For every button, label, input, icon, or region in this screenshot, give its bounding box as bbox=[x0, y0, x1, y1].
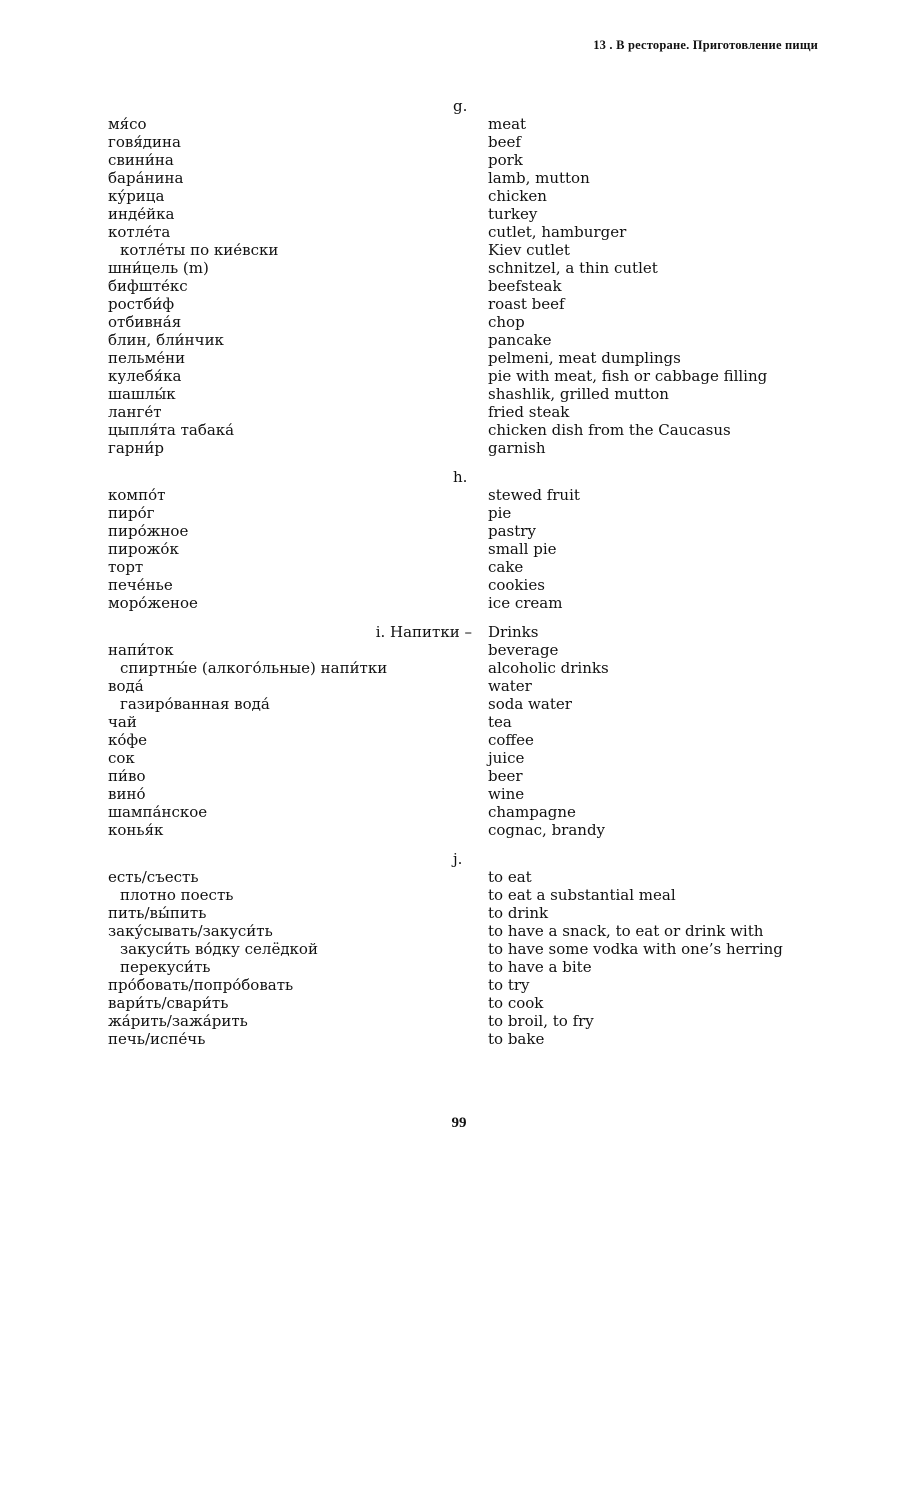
english-translation: schnitzel, a thin cutlet bbox=[488, 259, 658, 277]
russian-term: ко́фе bbox=[108, 731, 148, 749]
russian-term: компо́т bbox=[108, 486, 166, 504]
running-header: 13 . В ресторане. Приготовление пищи bbox=[593, 38, 818, 52]
vocab-entry bbox=[108, 277, 828, 295]
russian-term: шампа́нское bbox=[108, 803, 208, 821]
russian-term: печь/испе́чь bbox=[108, 1030, 206, 1048]
section-mark: g. bbox=[453, 97, 468, 115]
vocab-entry bbox=[108, 115, 828, 133]
russian-term: пече́нье bbox=[108, 576, 173, 594]
english-translation: pastry bbox=[488, 522, 536, 540]
english-translation: roast beef bbox=[488, 295, 565, 313]
section-mark: i. Напитки – bbox=[375, 623, 472, 641]
vocab-entry bbox=[108, 767, 828, 785]
english-translation: small pie bbox=[488, 540, 557, 558]
russian-term: бифште́кс bbox=[108, 277, 188, 295]
vocab-entry bbox=[108, 785, 828, 803]
english-translation: Kiev cutlet bbox=[488, 241, 570, 259]
russian-term: сок bbox=[108, 749, 135, 767]
english-translation: water bbox=[488, 677, 532, 695]
russian-term: есть/съесть bbox=[108, 868, 199, 886]
vocab-entry bbox=[108, 223, 828, 241]
russian-term: котле́та bbox=[108, 223, 171, 241]
vocab-entry bbox=[108, 385, 828, 403]
russian-term: отбивна́я bbox=[108, 313, 182, 331]
russian-term: газиро́ванная вода́ bbox=[120, 695, 270, 713]
vocab-entry bbox=[108, 403, 828, 421]
vocab-entry bbox=[108, 349, 828, 367]
russian-term: инде́йка bbox=[108, 205, 175, 223]
english-translation: to have some vodka with one’s herring bbox=[488, 940, 783, 958]
vocab-entry bbox=[108, 803, 828, 821]
vocab-entry bbox=[108, 367, 828, 385]
english-translation: tea bbox=[488, 713, 512, 731]
english-translation: pork bbox=[488, 151, 523, 169]
english-translation: chicken bbox=[488, 187, 547, 205]
russian-term: заку́сывать/закуси́ть bbox=[108, 922, 273, 940]
russian-term: пельме́ни bbox=[108, 349, 186, 367]
russian-term: мя́со bbox=[108, 115, 147, 133]
section-heading bbox=[108, 623, 828, 641]
vocab-entry bbox=[108, 695, 828, 713]
russian-term: гарни́р bbox=[108, 439, 165, 457]
english-translation: turkey bbox=[488, 205, 538, 223]
english-translation: lamb, mutton bbox=[488, 169, 590, 187]
english-translation: alcoholic drinks bbox=[488, 659, 609, 677]
russian-term: напи́ток bbox=[108, 641, 174, 659]
russian-term: цыпля́та табака́ bbox=[108, 421, 235, 439]
english-translation: to bake bbox=[488, 1030, 545, 1048]
vocab-entry bbox=[108, 677, 828, 695]
english-translation: meat bbox=[488, 115, 527, 133]
russian-term: чай bbox=[108, 713, 137, 731]
russian-term: про́бовать/попро́бовать bbox=[108, 976, 294, 994]
vocab-entry bbox=[108, 486, 828, 504]
russian-term: вари́ть/свари́ть bbox=[108, 994, 229, 1012]
english-translation: cognac, brandy bbox=[488, 821, 606, 839]
vocab-entry bbox=[108, 331, 828, 349]
english-translation: pelmeni, meat dumplings bbox=[488, 349, 681, 367]
vocab-entry bbox=[108, 886, 828, 904]
vocab-entry bbox=[108, 1030, 828, 1048]
english-translation: to have a bite bbox=[488, 958, 592, 976]
section-gap bbox=[108, 457, 828, 468]
vocab-entry bbox=[108, 713, 828, 731]
vocab-entry bbox=[108, 731, 828, 749]
vocab-entry bbox=[108, 940, 828, 958]
english-translation: coffee bbox=[488, 731, 534, 749]
russian-term: бара́нина bbox=[108, 169, 184, 187]
english-translation: chop bbox=[488, 313, 525, 331]
english-translation: to try bbox=[488, 976, 530, 994]
english-translation: to broil, to fry bbox=[488, 1012, 594, 1030]
vocab-entry bbox=[108, 576, 828, 594]
russian-term: шни́цель (m) bbox=[108, 259, 209, 277]
vocab-entry bbox=[108, 594, 828, 612]
section-mark: h. bbox=[453, 468, 468, 486]
english-translation: pie bbox=[488, 504, 512, 522]
vocab-entry bbox=[108, 749, 828, 767]
english-translation: beverage bbox=[488, 641, 559, 659]
english-translation: champagne bbox=[488, 803, 576, 821]
russian-term: вода́ bbox=[108, 677, 144, 695]
page-number: 99 bbox=[451, 1115, 467, 1131]
russian-term: спиртны́е (алкого́льные) напи́тки bbox=[120, 659, 388, 677]
vocab-entry bbox=[108, 439, 828, 457]
vocab-entry bbox=[108, 295, 828, 313]
russian-term: плотно поесть bbox=[120, 886, 234, 904]
vocab-entry bbox=[108, 904, 828, 922]
russian-term: шашлы́к bbox=[108, 385, 176, 403]
english-translation: garnish bbox=[488, 439, 546, 457]
russian-term: пиро́жное bbox=[108, 522, 189, 540]
russian-term: пить/вы́пить bbox=[108, 904, 207, 922]
russian-term: ланге́т bbox=[108, 403, 162, 421]
vocabulary-list bbox=[108, 97, 828, 1048]
vocab-entry bbox=[108, 994, 828, 1012]
russian-term: пирожо́к bbox=[108, 540, 179, 558]
vocab-entry bbox=[108, 659, 828, 677]
english-translation: beef bbox=[488, 133, 521, 151]
vocab-entry bbox=[108, 169, 828, 187]
russian-term: свини́на bbox=[108, 151, 174, 169]
vocab-entry bbox=[108, 821, 828, 839]
english-translation: wine bbox=[488, 785, 525, 803]
english-translation: ice cream bbox=[488, 594, 563, 612]
vocab-entry bbox=[108, 976, 828, 994]
section-gap bbox=[108, 612, 828, 623]
russian-term: кулебя́ка bbox=[108, 367, 182, 385]
english-translation: cake bbox=[488, 558, 524, 576]
english-translation: fried steak bbox=[488, 403, 570, 421]
russian-term: пи́во bbox=[108, 767, 146, 785]
section-gap bbox=[108, 839, 828, 850]
russian-term: говя́дина bbox=[108, 133, 181, 151]
english-translation: to cook bbox=[488, 994, 544, 1012]
section-heading bbox=[108, 468, 828, 486]
vocab-entry bbox=[108, 868, 828, 886]
russian-term: конья́к bbox=[108, 821, 164, 839]
english-translation: to eat bbox=[488, 868, 532, 886]
russian-term: моро́женое bbox=[108, 594, 198, 612]
russian-term: пиро́г bbox=[108, 504, 155, 522]
vocab-entry bbox=[108, 504, 828, 522]
russian-term: перекуси́ть bbox=[120, 958, 211, 976]
english-translation: to have a snack, to eat or drink with bbox=[488, 922, 764, 940]
russian-term: жа́рить/зажа́рить bbox=[108, 1012, 248, 1030]
vocab-entry bbox=[108, 205, 828, 223]
english-translation: cookies bbox=[488, 576, 545, 594]
english-translation: beer bbox=[488, 767, 523, 785]
english-translation: soda water bbox=[488, 695, 572, 713]
english-translation: cutlet, hamburger bbox=[488, 223, 627, 241]
vocab-entry bbox=[108, 151, 828, 169]
vocab-entry bbox=[108, 421, 828, 439]
vocab-entry bbox=[108, 313, 828, 331]
section-title-english: Drinks bbox=[488, 623, 539, 641]
vocab-entry bbox=[108, 133, 828, 151]
vocab-entry bbox=[108, 958, 828, 976]
english-translation: pie with meat, fish or cabbage filling bbox=[488, 367, 768, 385]
vocab-entry bbox=[108, 187, 828, 205]
russian-term: ку́рица bbox=[108, 187, 165, 205]
russian-term: ростби́ф bbox=[108, 295, 175, 313]
vocab-entry bbox=[108, 522, 828, 540]
section-heading bbox=[108, 850, 828, 868]
russian-term: закуси́ть во́дку селёдкой bbox=[120, 940, 318, 958]
vocab-entry bbox=[108, 259, 828, 277]
english-translation: juice bbox=[488, 749, 525, 767]
section-heading bbox=[108, 97, 828, 115]
english-translation: to eat a substantial meal bbox=[488, 886, 676, 904]
russian-term: блин, бли́нчик bbox=[108, 331, 224, 349]
english-translation: chicken dish from the Caucasus bbox=[488, 421, 731, 439]
russian-term: вино́ bbox=[108, 785, 146, 803]
english-translation: beefsteak bbox=[488, 277, 562, 295]
vocab-entry bbox=[108, 241, 828, 259]
vocab-entry bbox=[108, 641, 828, 659]
vocab-entry bbox=[108, 922, 828, 940]
english-translation: pancake bbox=[488, 331, 552, 349]
english-translation: stewed fruit bbox=[488, 486, 580, 504]
english-translation: to drink bbox=[488, 904, 549, 922]
vocab-entry bbox=[108, 558, 828, 576]
russian-term: котле́ты по кие́вски bbox=[120, 241, 279, 259]
vocab-entry bbox=[108, 1012, 828, 1030]
russian-term: торт bbox=[108, 558, 144, 576]
section-mark: j. bbox=[453, 850, 463, 868]
english-translation: shashlik, grilled mutton bbox=[488, 385, 669, 403]
vocab-entry bbox=[108, 540, 828, 558]
